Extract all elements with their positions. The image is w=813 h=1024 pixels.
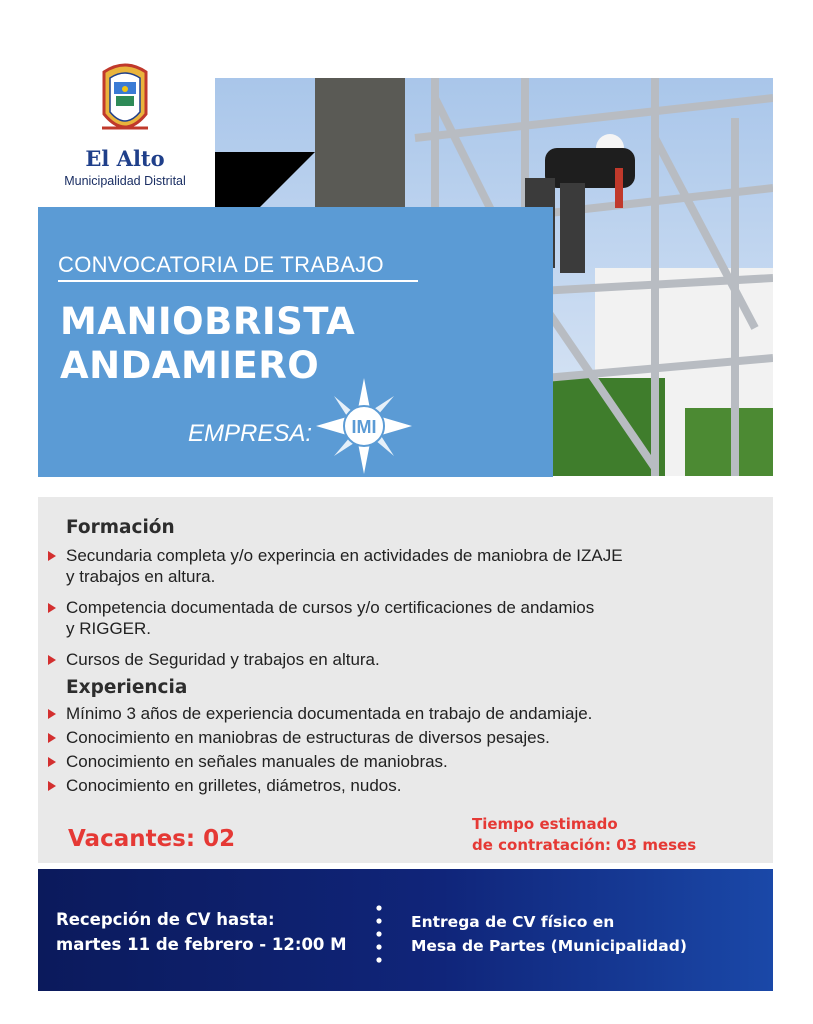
municipality-logo [40, 60, 210, 200]
cv-physical-delivery [411, 910, 687, 958]
list-item: Cursos de Seguridad y trabajos en altura. [48, 649, 758, 670]
imi-logo [316, 378, 412, 474]
cv-deadline-line1: Recepción de CV hasta: [56, 910, 275, 929]
vacancies: Vacantes: 02 [68, 826, 236, 852]
company-label: EMPRESA: [188, 420, 313, 447]
bullet-icon [48, 733, 56, 743]
cv-physical-line1: Entrega de CV físico en [411, 913, 615, 931]
bullet-icon [48, 551, 56, 561]
imi-logo-text: IMI [351, 417, 377, 437]
dark-corner-accent [215, 152, 315, 207]
bullet-icon [48, 757, 56, 767]
list-item: Conocimiento en señales manuales de maniobras. [48, 751, 758, 772]
cv-deadline [56, 907, 347, 957]
estimated-time-line1: Tiempo estimado [472, 815, 618, 833]
cv-deadline-line2: martes 11 de febrero - 12:00 M [56, 935, 347, 954]
job-title-line2: ANDAMIERO [60, 344, 320, 387]
brand-name: El Alto [85, 146, 165, 171]
cv-physical-line2: Mesa de Partes (Municipalidad) [411, 937, 687, 955]
list-item: Conocimiento en maniobras de estructuras de diversos pesajes. [48, 727, 758, 748]
list-item: Competencia documentada de cursos y/o certificaciones de andamios y RIGGER. [48, 597, 758, 639]
experiencia-list [48, 703, 758, 796]
list-item: Conocimiento en grilletes, diámetros, nudos. [48, 775, 758, 796]
call-title: CONVOCATORIA DE TRABAJO [58, 252, 384, 277]
brand-subtitle: Municipalidad Distrital [64, 174, 186, 188]
title-underline [58, 280, 418, 282]
vertical-dots-divider [375, 904, 383, 964]
list-item: Secundaria completa y/o experincia en actividades de maniobra de IZAJE y trabajos en altura. [48, 545, 758, 587]
experiencia-heading: Experiencia [66, 677, 188, 698]
bullet-icon [48, 603, 56, 613]
bullet-icon [48, 781, 56, 791]
formacion-list [48, 545, 758, 670]
estimated-time [472, 814, 696, 856]
bullet-icon [48, 709, 56, 719]
crest-icon [98, 62, 152, 140]
job-title [60, 300, 355, 388]
formacion-heading: Formación [66, 517, 175, 538]
job-title-line1: MANIOBRISTA [60, 300, 356, 343]
bullet-icon [48, 655, 56, 665]
list-item: Mínimo 3 años de experiencia documentada en trabajo de andamiaje. [48, 703, 758, 724]
estimated-time-line2: de contratación: 03 meses [472, 836, 697, 854]
